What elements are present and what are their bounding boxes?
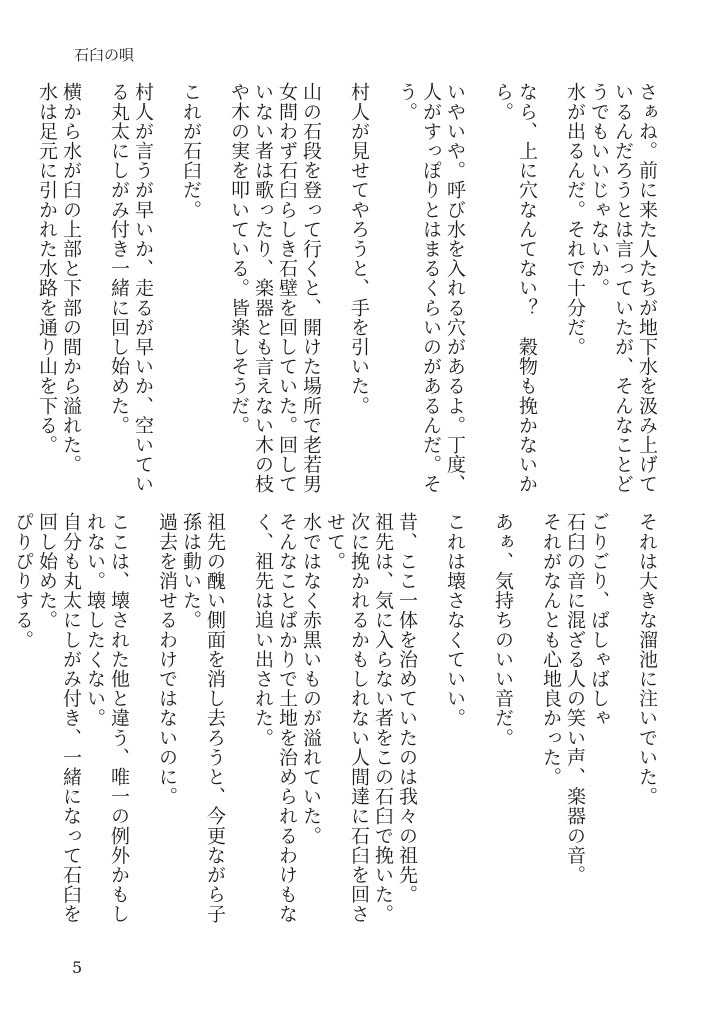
paragraph: これは壊さなくていい。 — [444, 512, 466, 728]
blank-line — [539, 82, 563, 83]
paragraph: 水ではなく赤黒いものが溢れていた。 — [300, 512, 322, 846]
paragraph: そんなことばかりで土地を治められるわけもなく、祖先は追い出された。 — [252, 512, 298, 924]
paragraph: それがなんとも心地良かった。 — [540, 512, 562, 787]
paragraph: 祖先は、気に入らない者をこの石臼で挽いた。次に挽かれるかもしれない人間達に石臼を回させて。 — [324, 512, 394, 924]
paragraph: 祖先の醜い側面を消し去ろうと、今更ながら子孫は動いた。 — [180, 512, 226, 924]
paragraph: 山の石段を登って行くと、開けた場所で老若男女問わず石臼らしき石壁を回していた。回していない者は歌ったり、楽器とも言えない木の枝や木の実を叩いている。皆楽しそうだ。 — [228, 82, 322, 494]
paragraph: 村人が言うが早いか、走るが早いか、空いている丸太にしがみ付き一緒に回し始めた。 — [108, 82, 154, 494]
blank-line — [515, 512, 539, 513]
paragraph: 昔、ここ一体を治めていたのは我々の祖先。 — [396, 512, 418, 904]
page-number: 5 — [72, 958, 83, 977]
blank-line — [131, 512, 155, 513]
paragraph: 水は足元に引かれた水路を通り山を下る。 — [36, 82, 58, 455]
paragraph: なら、上に穴なんてない？ 穀物も挽かないから。 — [492, 82, 538, 494]
paragraph: 村人が見せてやろうと、手を引いた。 — [348, 82, 370, 416]
blank-line — [227, 512, 251, 513]
paragraph: ぴりぴりする。 — [12, 512, 34, 650]
blank-line — [323, 82, 347, 83]
upper-text-tier — [35, 82, 659, 502]
blank-line — [419, 512, 443, 513]
paragraph: これが石臼だ。 — [180, 82, 202, 220]
paragraph: さぁね。前に来た人たちが地下水を汲み上げているんだろうとは言っていたが、そんなことどうでもいいじゃないか。 — [588, 82, 658, 494]
paragraph: 石臼の音に混ざる人の笑い声、楽器の音。 — [564, 512, 586, 885]
paragraph: ごりごり、ばしゃばしゃ — [588, 512, 610, 728]
lower-text-tier — [11, 512, 659, 932]
paragraph: 自分も丸太にしがみ付き、一緒になって石臼を回し始めた。 — [36, 512, 82, 924]
blank-line — [203, 82, 227, 83]
paragraph: いやいや。呼び水を入れる穴があるよ。丁度、人がすっぽりとはまるくらいのがあるんだ。そう。 — [396, 82, 466, 494]
paragraph: 横から水が臼の上部と下部の間から溢れた。 — [60, 82, 82, 474]
blank-line — [155, 82, 179, 83]
paragraph: 水が出るんだ。それで十分だ。 — [564, 82, 586, 357]
paragraph: ここは、壊された他と違う、唯一の例外かもしれない。壊したくない。 — [84, 512, 130, 924]
blank-line — [611, 512, 635, 513]
running-header-title: 石臼の唄 — [74, 46, 135, 64]
blank-line — [467, 512, 491, 513]
paragraph: 過去を消せるわけではないのに。 — [156, 512, 178, 806]
paragraph: あぁ、気持ちのいい音だ。 — [492, 512, 514, 748]
blank-line — [371, 82, 395, 83]
blank-line — [467, 82, 491, 83]
blank-line — [83, 82, 107, 83]
paragraph: それは大きな溜池に注いでいた。 — [636, 512, 658, 806]
